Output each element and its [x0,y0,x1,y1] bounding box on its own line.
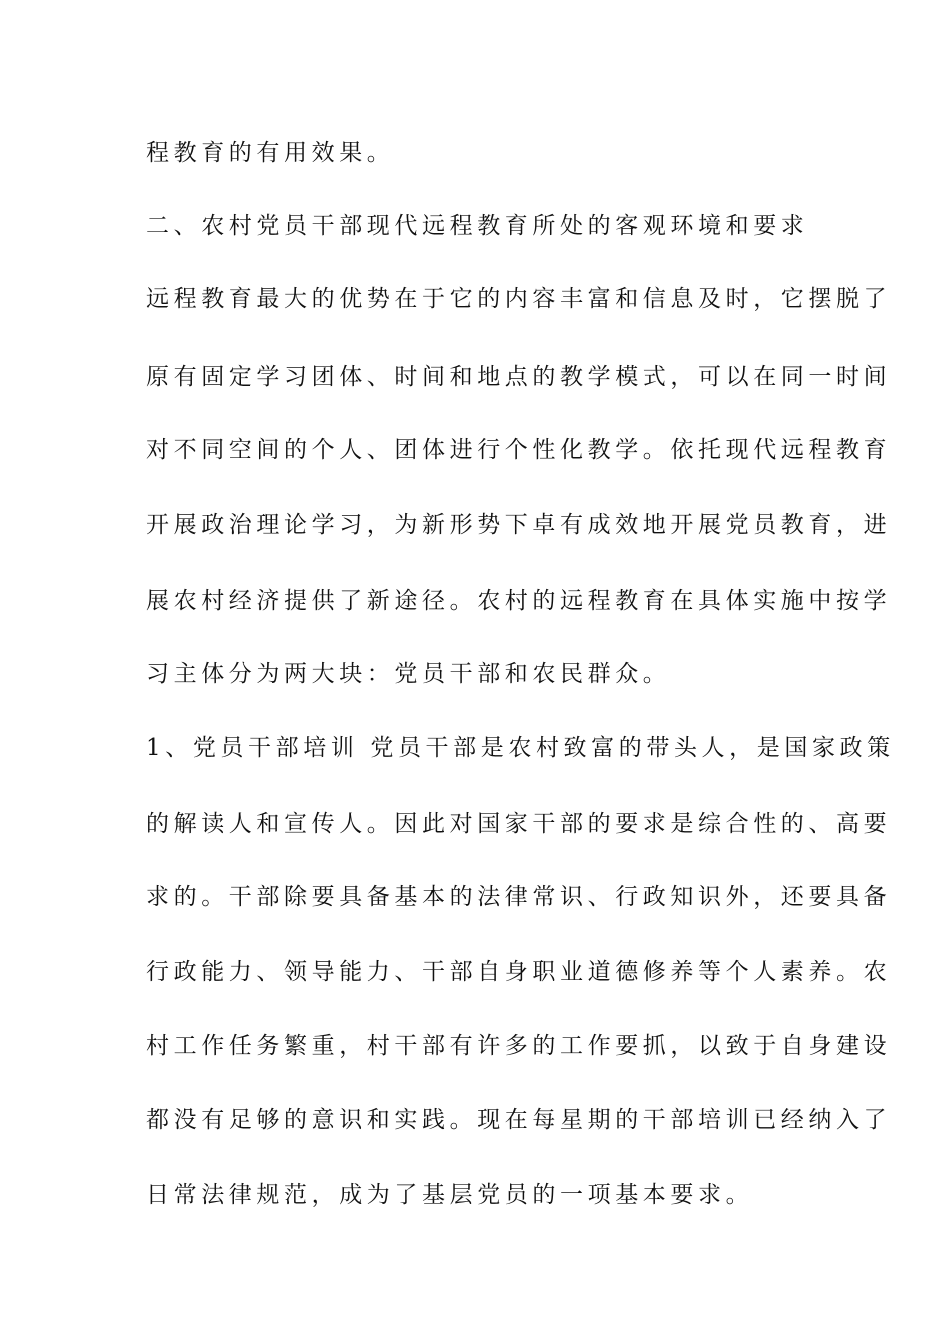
text-line: 原有固定学习团体、时间和地点的教学模式，可以在同一时间 [146,364,892,390]
text-line: 展农村经济提供了新途径。农村的远程教育在具体实施中按学 [146,588,892,614]
text-line: 对不同空间的个人、团体进行个性化教学。依托现代远程教育 [146,437,892,463]
text-line: 日常法律规范，成为了基层党员的一项基本要求。 [146,1182,754,1208]
text-line: 远程教育最大的优势在于它的内容丰富和信息及时，它摆脱了 [146,286,892,312]
text-line: 都没有足够的意识和实践。现在每星期的干部培训已经纳入了 [146,1107,892,1133]
text-line: 开展政治理论学习，为新形势下卓有成效地开展党员教育，进 [146,512,892,538]
text-line: 的解读人和宣传人。因此对国家干部的要求是综合性的、高要 [146,811,892,837]
section-heading: 二、农村党员干部现代远程教育所处的客观环境和要求 [146,213,809,239]
text-line-continuation: 程教育的有用效果。 [146,140,395,166]
text-line: 行政能力、领导能力、干部自身职业道德修养等个人素养。农 [146,959,892,985]
text-line: 习主体分为两大块：党员干部和农民群众。 [146,661,671,687]
text-line: 村工作任务繁重，村干部有许多的工作要抓，以致于自身建设 [146,1033,892,1059]
subsection-line: 1、党员干部培训 党员干部是农村致富的带头人，是国家政策 [146,735,895,761]
text-line: 求的。干部除要具备基本的法律常识、行政知识外，还要具备 [146,884,892,910]
